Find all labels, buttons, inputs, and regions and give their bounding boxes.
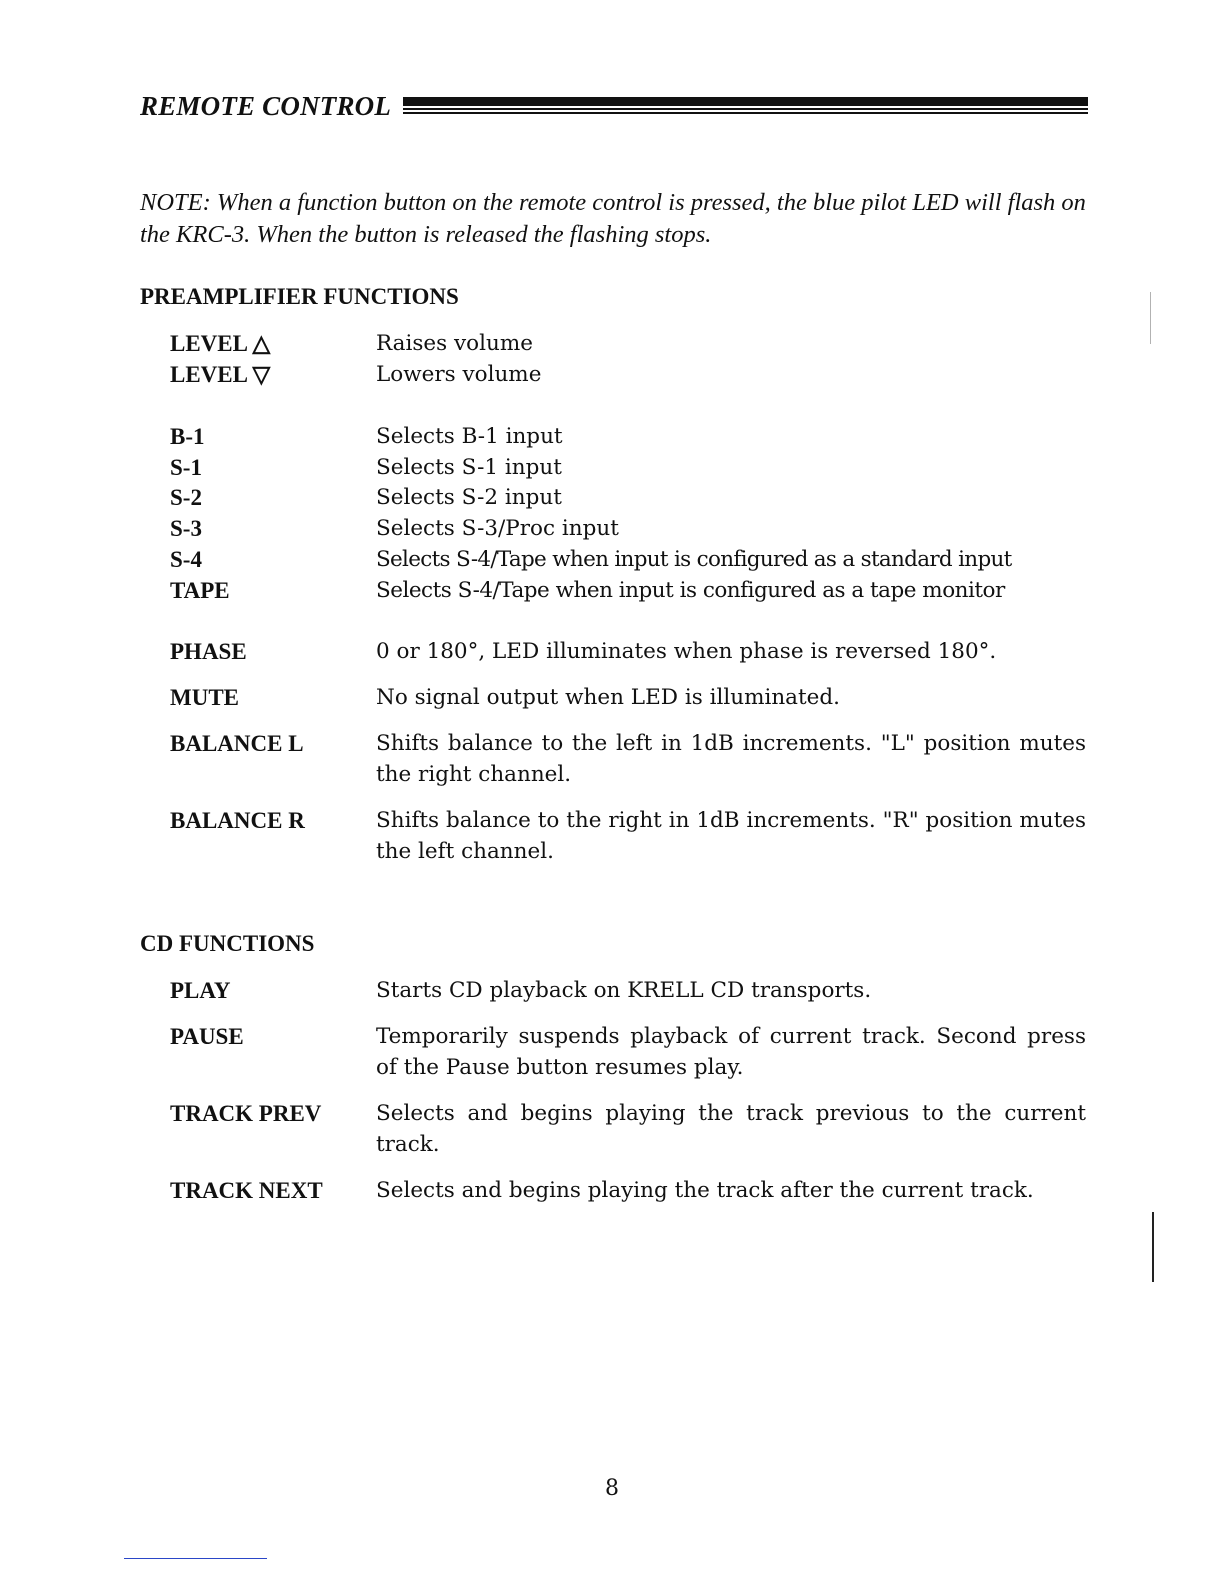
page-number: 8 xyxy=(605,1476,619,1501)
function-key: B-1 xyxy=(170,424,205,449)
preamp-functions-heading: PREAMPLIFIER FUNCTIONS xyxy=(140,284,459,309)
page-title: REMOTE CONTROL xyxy=(140,90,392,121)
function-key: PHASE xyxy=(170,639,247,664)
function-desc: Selects and begins playing the track after the current track. xyxy=(376,1178,1034,1203)
function-desc: Selects S-1 input xyxy=(376,455,562,480)
function-key: MUTE xyxy=(170,685,239,710)
function-desc: Selects S-2 input xyxy=(376,485,562,510)
scan-artifact xyxy=(1150,292,1151,344)
function-key: PLAY xyxy=(170,978,231,1003)
function-key: TRACK PREV xyxy=(170,1101,322,1126)
function-desc: Selects S-4/Tape when input is configured as a tape monitor xyxy=(376,578,1005,603)
function-desc: Shifts balance to the left in 1dB increments. "L" position mutes the right channel. xyxy=(376,731,1086,787)
function-desc: Temporarily suspends playback of current track. Second press of the Pause button resumes play. xyxy=(376,1024,1086,1080)
function-desc: Selects and begins playing the track previous to the current track. xyxy=(376,1101,1086,1157)
function-desc: Raises volume xyxy=(376,331,533,356)
function-key: LEVEL ▽ xyxy=(170,362,271,387)
cd-functions-heading: CD FUNCTIONS xyxy=(140,931,315,956)
function-desc: Starts CD playback on KRELL CD transports. xyxy=(376,978,872,1003)
function-key: PAUSE xyxy=(170,1024,244,1049)
function-desc: Selects B-1 input xyxy=(376,424,563,449)
scan-artifact xyxy=(1152,1212,1154,1282)
function-key: S-2 xyxy=(170,485,202,510)
function-desc: No signal output when LED is illuminated. xyxy=(376,685,840,710)
function-key: S-4 xyxy=(170,547,202,572)
function-desc: 0 or 180°, LED illuminates when phase is reversed 180°. xyxy=(376,639,997,664)
function-key: S-1 xyxy=(170,455,202,480)
function-desc: Shifts balance to the right in 1dB increments. "R" position mutes the left channel. xyxy=(376,808,1086,864)
header-rule xyxy=(403,96,1088,116)
section-header xyxy=(140,86,1088,126)
function-key: BALANCE R xyxy=(170,808,305,833)
function-key: TRACK NEXT xyxy=(170,1178,323,1203)
function-desc: Selects S-4/Tape when input is configured as a standard input xyxy=(376,547,1012,572)
function-desc: Selects S-3/Proc input xyxy=(376,516,619,541)
scan-artifact xyxy=(124,1558,267,1559)
note-paragraph: NOTE: When a function button on the remote control is pressed, the blue pilot LED will flash on the KRC-3. When the button is released the flashing stops. xyxy=(140,189,1086,248)
function-key: BALANCE L xyxy=(170,731,304,756)
function-desc: Lowers volume xyxy=(376,362,542,387)
function-key: S-3 xyxy=(170,516,202,541)
function-key: LEVEL △ xyxy=(170,331,271,356)
function-key: TAPE xyxy=(170,578,230,603)
